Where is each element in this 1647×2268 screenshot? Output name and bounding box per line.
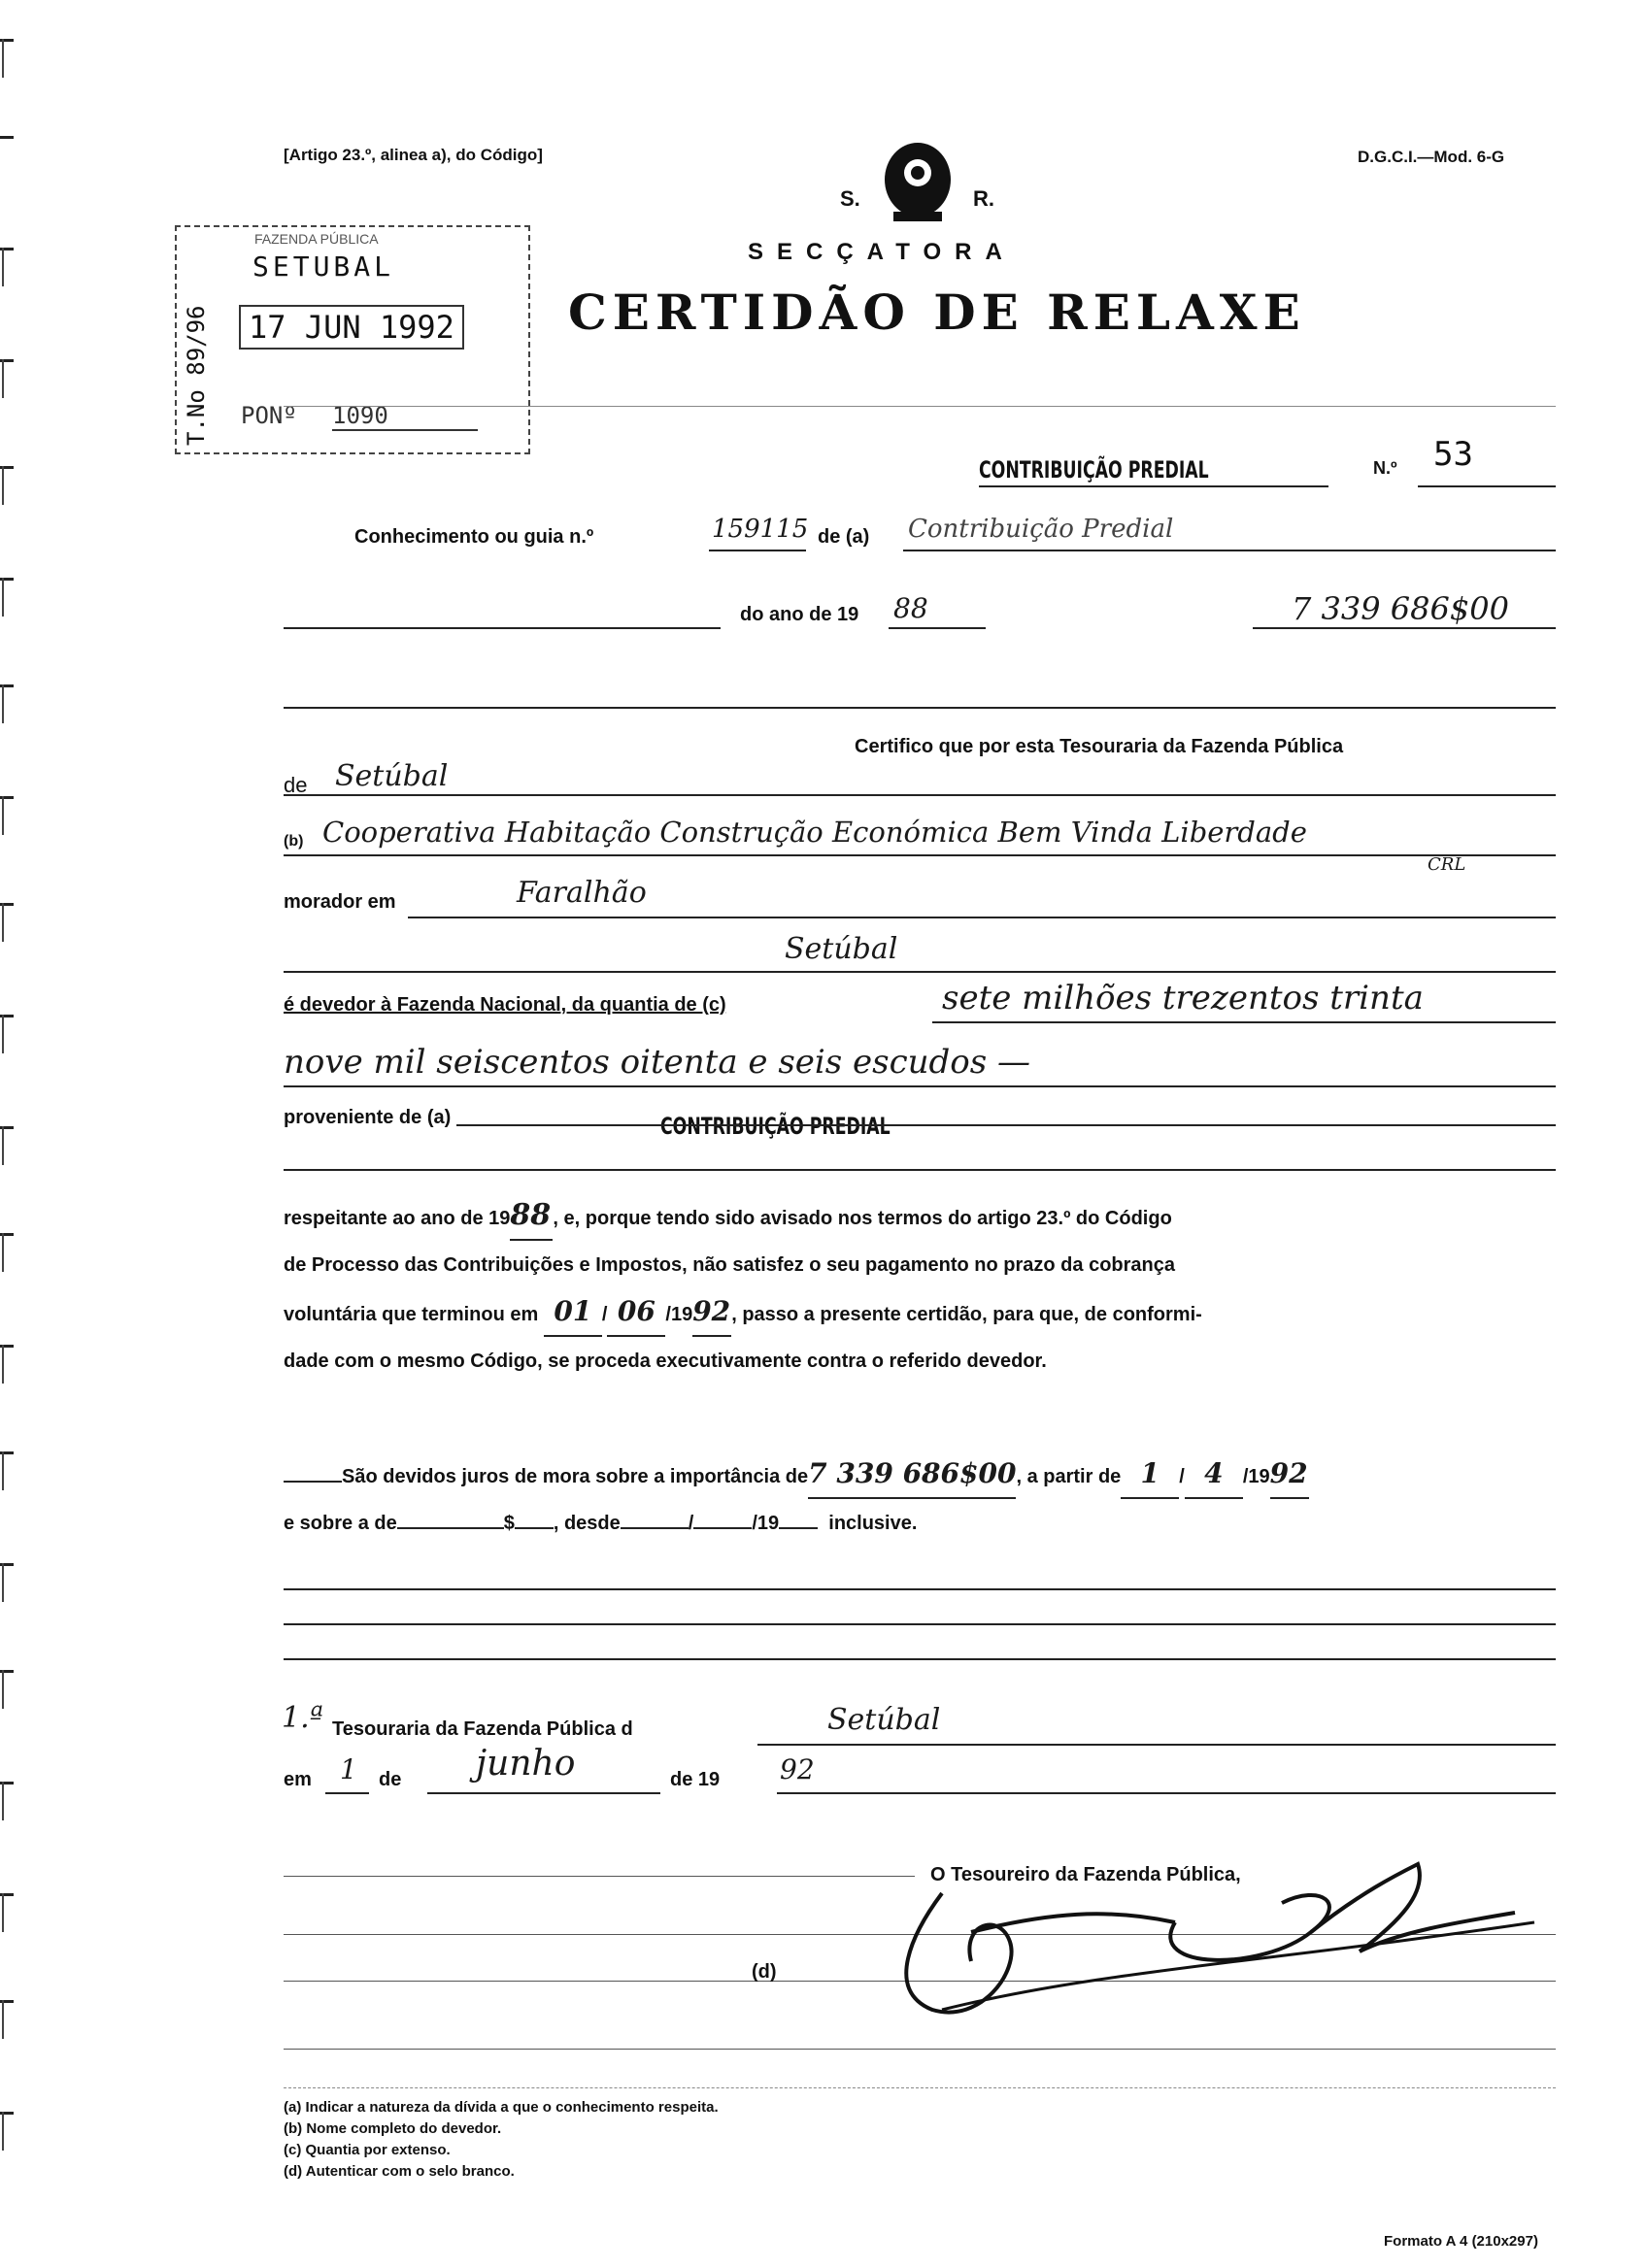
interest-text: inclusive. [828,1513,918,1534]
certificate-number: 53 [1433,435,1473,474]
crest-letter-left: S. [840,186,860,211]
date-year-label: de 19 [670,1769,721,1790]
interest-text: /19 [752,1513,780,1534]
debtor-amount-label: é devedor à Fazenda Nacional, da quantia de (c) [284,994,726,1016]
amount-words-line2: nove mil seiscentos oitenta e seis escudos — [284,1043,1031,1082]
interest-day: 1 [1121,1451,1179,1499]
interest-text: São devidos juros de mora sobre a importância de [342,1466,809,1487]
stamp-proc-value: 1090 [332,402,478,431]
origin-stamp: CONTRIBUIÇÃO PREDIAL [660,1113,891,1140]
signing-month: junho [476,1744,576,1784]
certify-intro: Certifico que por esta Tesouraria da Fazenda Pública [855,736,1344,757]
address-value: Faralhão [517,876,647,910]
issuing-office: SECÇATORA [748,239,1016,265]
address-city: Setúbal [785,932,898,966]
paragraph-text: , passo a presente certidão, para que, de conformi- [731,1304,1202,1325]
signing-day: 1 [340,1753,357,1785]
guia-description: Contribuição Predial [908,515,1174,544]
stamp-header: FAZENDA PÚBLICA [254,231,379,247]
treasury-number: 1.ª [282,1701,323,1735]
interest-text: $ [503,1513,515,1534]
paragraph-line-1 [284,1192,1202,1242]
footnote-b: (b) Nome completo do devedor. [284,2120,502,2137]
treasurer-title: O Tesoureiro da Fazenda Pública, [930,1864,1241,1885]
receipt-stamp [175,225,530,454]
certify-office: Setúbal [335,759,449,793]
paragraph-line-4: dade com o mesmo Código, se proceda executivamente contra o referido devedor. [284,1351,1047,1372]
paragraph-line-2: de Processo das Contribuições e Impostos, não satisfez o seu pagamento no prazo da cobrança [284,1254,1175,1276]
footnote-d: (d) Autenticar com o selo branco. [284,2163,515,2180]
interest-text: / [688,1513,694,1534]
interest-text: , desde [553,1513,621,1534]
footnote-a: (a) Indicar a natureza da dívida a que o conhecimento respeita. [284,2099,719,2116]
paragraph-text: , e, porque tendo sido avisado nos termos do artigo 23.º do Código [553,1208,1172,1229]
interest-amount: 7 339 686$00 [808,1451,1016,1499]
crest-letter-right: R. [973,186,994,211]
stamp-office: SETUBAL [252,250,395,283]
interest-line-2 [284,1500,1309,1547]
treasury-label: Tesouraria da Fazenda Pública d [332,1718,633,1740]
debtor-name: Cooperativa Habitação Construção Económica Bem Vinda Liberdade [322,816,1307,849]
legal-reference: [Artigo 23.º, alinea a), do Código] [284,146,543,164]
state-crest-icon [874,136,961,233]
end-day: 01 [544,1288,602,1337]
treasury-office: Setúbal [827,1703,941,1737]
paragraph-year: 88 [510,1192,553,1241]
model-code: D.G.C.I.—Mod. 6-G [1358,148,1505,166]
guia-number: 159115 [712,515,809,544]
interest-text: /19 [1242,1466,1270,1487]
guia-de-label: de (a) [818,526,870,548]
amount-words-line1: sete milhões trezentos trinta [942,979,1424,1017]
page-title: CERTIDÃO DE RELAXE [568,284,1306,341]
footnotes [284,2097,719,2183]
interest-year: 92 [1270,1451,1309,1499]
signing-year: 92 [780,1753,815,1785]
interest-text: e sobre a de [284,1513,397,1534]
stamp-side-number: T.No 89/96 [183,305,210,446]
address-label: morador em [284,891,396,913]
paragraph-text: voluntária que terminou em [284,1304,539,1325]
paragraph-line-3: voluntária que terminou em 01 / 06 /1992, passo a presente certidão, para que, de conformi- [284,1288,1202,1338]
footnote-c: (c) Quantia por extenso. [284,2142,451,2158]
interest-section [284,1451,1309,1547]
number-label: N.º [1373,458,1397,478]
debtor-suffix: CRL [1428,854,1466,875]
treasurer-signature-icon [855,1825,1554,2039]
interest-text: , a partir de [1016,1466,1122,1487]
end-year: 92 [692,1288,731,1337]
origin-label: proveniente de (a) [284,1107,452,1128]
stamp-proc-label: PONº [241,402,297,429]
end-month: 06 [607,1288,665,1337]
record-year: 88 [893,592,928,624]
seal-mark: (d) [752,1961,777,1983]
obligation-paragraph [284,1192,1202,1384]
category-label: CONTRIBUIÇÃO PREDIAL [979,456,1209,484]
paper-format: Formato A 4 (210x297) [1384,2233,1538,2250]
debtor-label: (b) [284,833,304,850]
paragraph-text: respeitante ao ano de 19 [284,1208,511,1229]
date-de-label-1: de [379,1769,402,1790]
year-label: do ano de 19 [740,604,859,625]
interest-month: 4 [1185,1451,1243,1499]
interest-line-1: São devidos juros de mora sobre a importância de7 339 686$00, a partir de 1 / 4 /1992 [284,1451,1309,1500]
certify-de-label: de [284,773,308,797]
record-amount: 7 339 686$00 [1292,590,1509,627]
guia-label: Conhecimento ou guia n.º [354,526,594,548]
date-em-label: em [284,1769,312,1790]
stamp-date: 17 JUN 1992 [239,305,464,350]
